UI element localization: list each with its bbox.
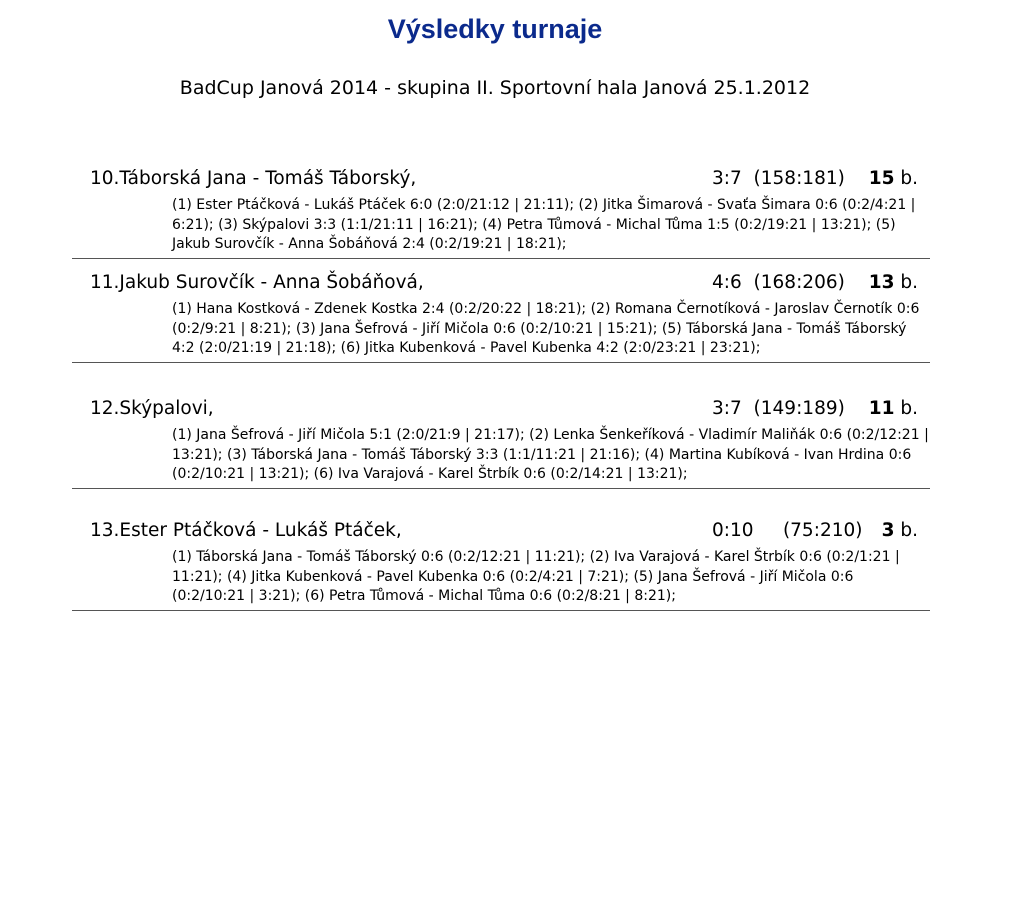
entry-header	[72, 398, 930, 426]
match-details: (1) Ester Ptáčková - Lukáš Ptáček 6:0 (2:0/21:12 | 21:11); (2) Jitka Šimarová - Svaťa Šimara 0:6 (0:2/4:21 | 6:21); (3) Skýpalovi 3:3 (1:1/21:11 | 16:21); (4) Petra Tůmová - Michal Tůma 1:5 (0:2/19:21 | 13:21); (5) Jakub Surovčík - Anna Šobáňová 2:4 (0:2/19:21 | 18:21);	[172, 197, 916, 252]
entry-header	[72, 520, 930, 548]
result-entry	[72, 520, 930, 611]
points-suffix: b.	[900, 272, 918, 293]
entry-header	[72, 272, 930, 300]
match-details: (1) Táborská Jana - Tomáš Táborský 0:6 (0:2/12:21 | 11:21); (2) Iva Varajová - Karel Štrbík 0:6 (0:2/1:21 | 11:21); (4) Jitka Kubenková - Pavel Kubenka 0:6 (0:2/4:21 | 7:21); (5) Jana Šefrová - Jiří Mičola 0:6 (0:2/10:21 | 3:21); (6) Petra Tůmová - Michal Tůma 0:6 (0:2/8:21 | 8:21);	[172, 549, 900, 604]
points-suffix: b.	[900, 168, 918, 189]
team-name: 11.Jakub Surovčík - Anna Šobáňová,	[90, 272, 424, 293]
team-name: 12.Skýpalovi,	[90, 398, 214, 419]
result-entry	[72, 272, 930, 363]
result-entry	[72, 168, 930, 259]
points	[869, 398, 918, 419]
points	[882, 520, 918, 541]
points-suffix: b.	[900, 520, 918, 541]
match-score: 3:7 (149:189)	[712, 398, 845, 419]
page-title: Výsledky turnaje	[387, 14, 603, 44]
points-value: 11	[868, 398, 895, 419]
match-score: 0:10 (75:210)	[712, 520, 863, 541]
tournament-subtitle: BadCup Janová 2014 - skupina II. Sportovní hala Janová 25.1.2012	[179, 77, 811, 99]
match-details: (1) Jana Šefrová - Jiří Mičola 5:1 (2:0/21:9 | 21:17); (2) Lenka Šenkeříková - Vladimír Maliňák 0:6 (0:2/12:21 | 13:21); (3) Táborská Jana - Tomáš Táborský 3:3 (1:1/11:21 | 21:16); (4) Martina Kubíková - Ivan Hrdina 0:6 (0:2/10:21 | 13:21); (6) Iva Varajová - Karel Štrbík 0:6 (0:2/14:21 | 13:21);	[172, 427, 929, 482]
match-score: 4:6 (168:206)	[712, 272, 845, 293]
points-suffix: b.	[900, 398, 918, 419]
team-name: 13.Ester Ptáčková - Lukáš Ptáček,	[90, 520, 402, 541]
points-value: 15	[868, 168, 895, 189]
entry-header	[72, 168, 930, 196]
points	[869, 168, 918, 189]
match-details: (1) Hana Kostková - Zdenek Kostka 2:4 (0:2/20:22 | 18:21); (2) Romana Černotíková - Jaroslav Černotík 0:6 (0:2/9:21 | 8:21); (3) Jana Šefrová - Jiří Mičola 0:6 (0:2/10:21 | 15:21); (5) Táborská Jana - Tomáš Táborský 4:2 (2:0/21:19 | 21:18); (6) Jitka Kubenková - Pavel Kubenka 4:2 (2:0/23:21 | 23:21);	[172, 301, 920, 356]
points-value: 3	[881, 520, 895, 541]
points	[869, 272, 918, 293]
result-entry	[72, 398, 930, 489]
team-name: 10.Táborská Jana - Tomáš Táborský,	[90, 168, 417, 189]
match-score: 3:7 (158:181)	[712, 168, 845, 189]
points-value: 13	[868, 272, 895, 293]
